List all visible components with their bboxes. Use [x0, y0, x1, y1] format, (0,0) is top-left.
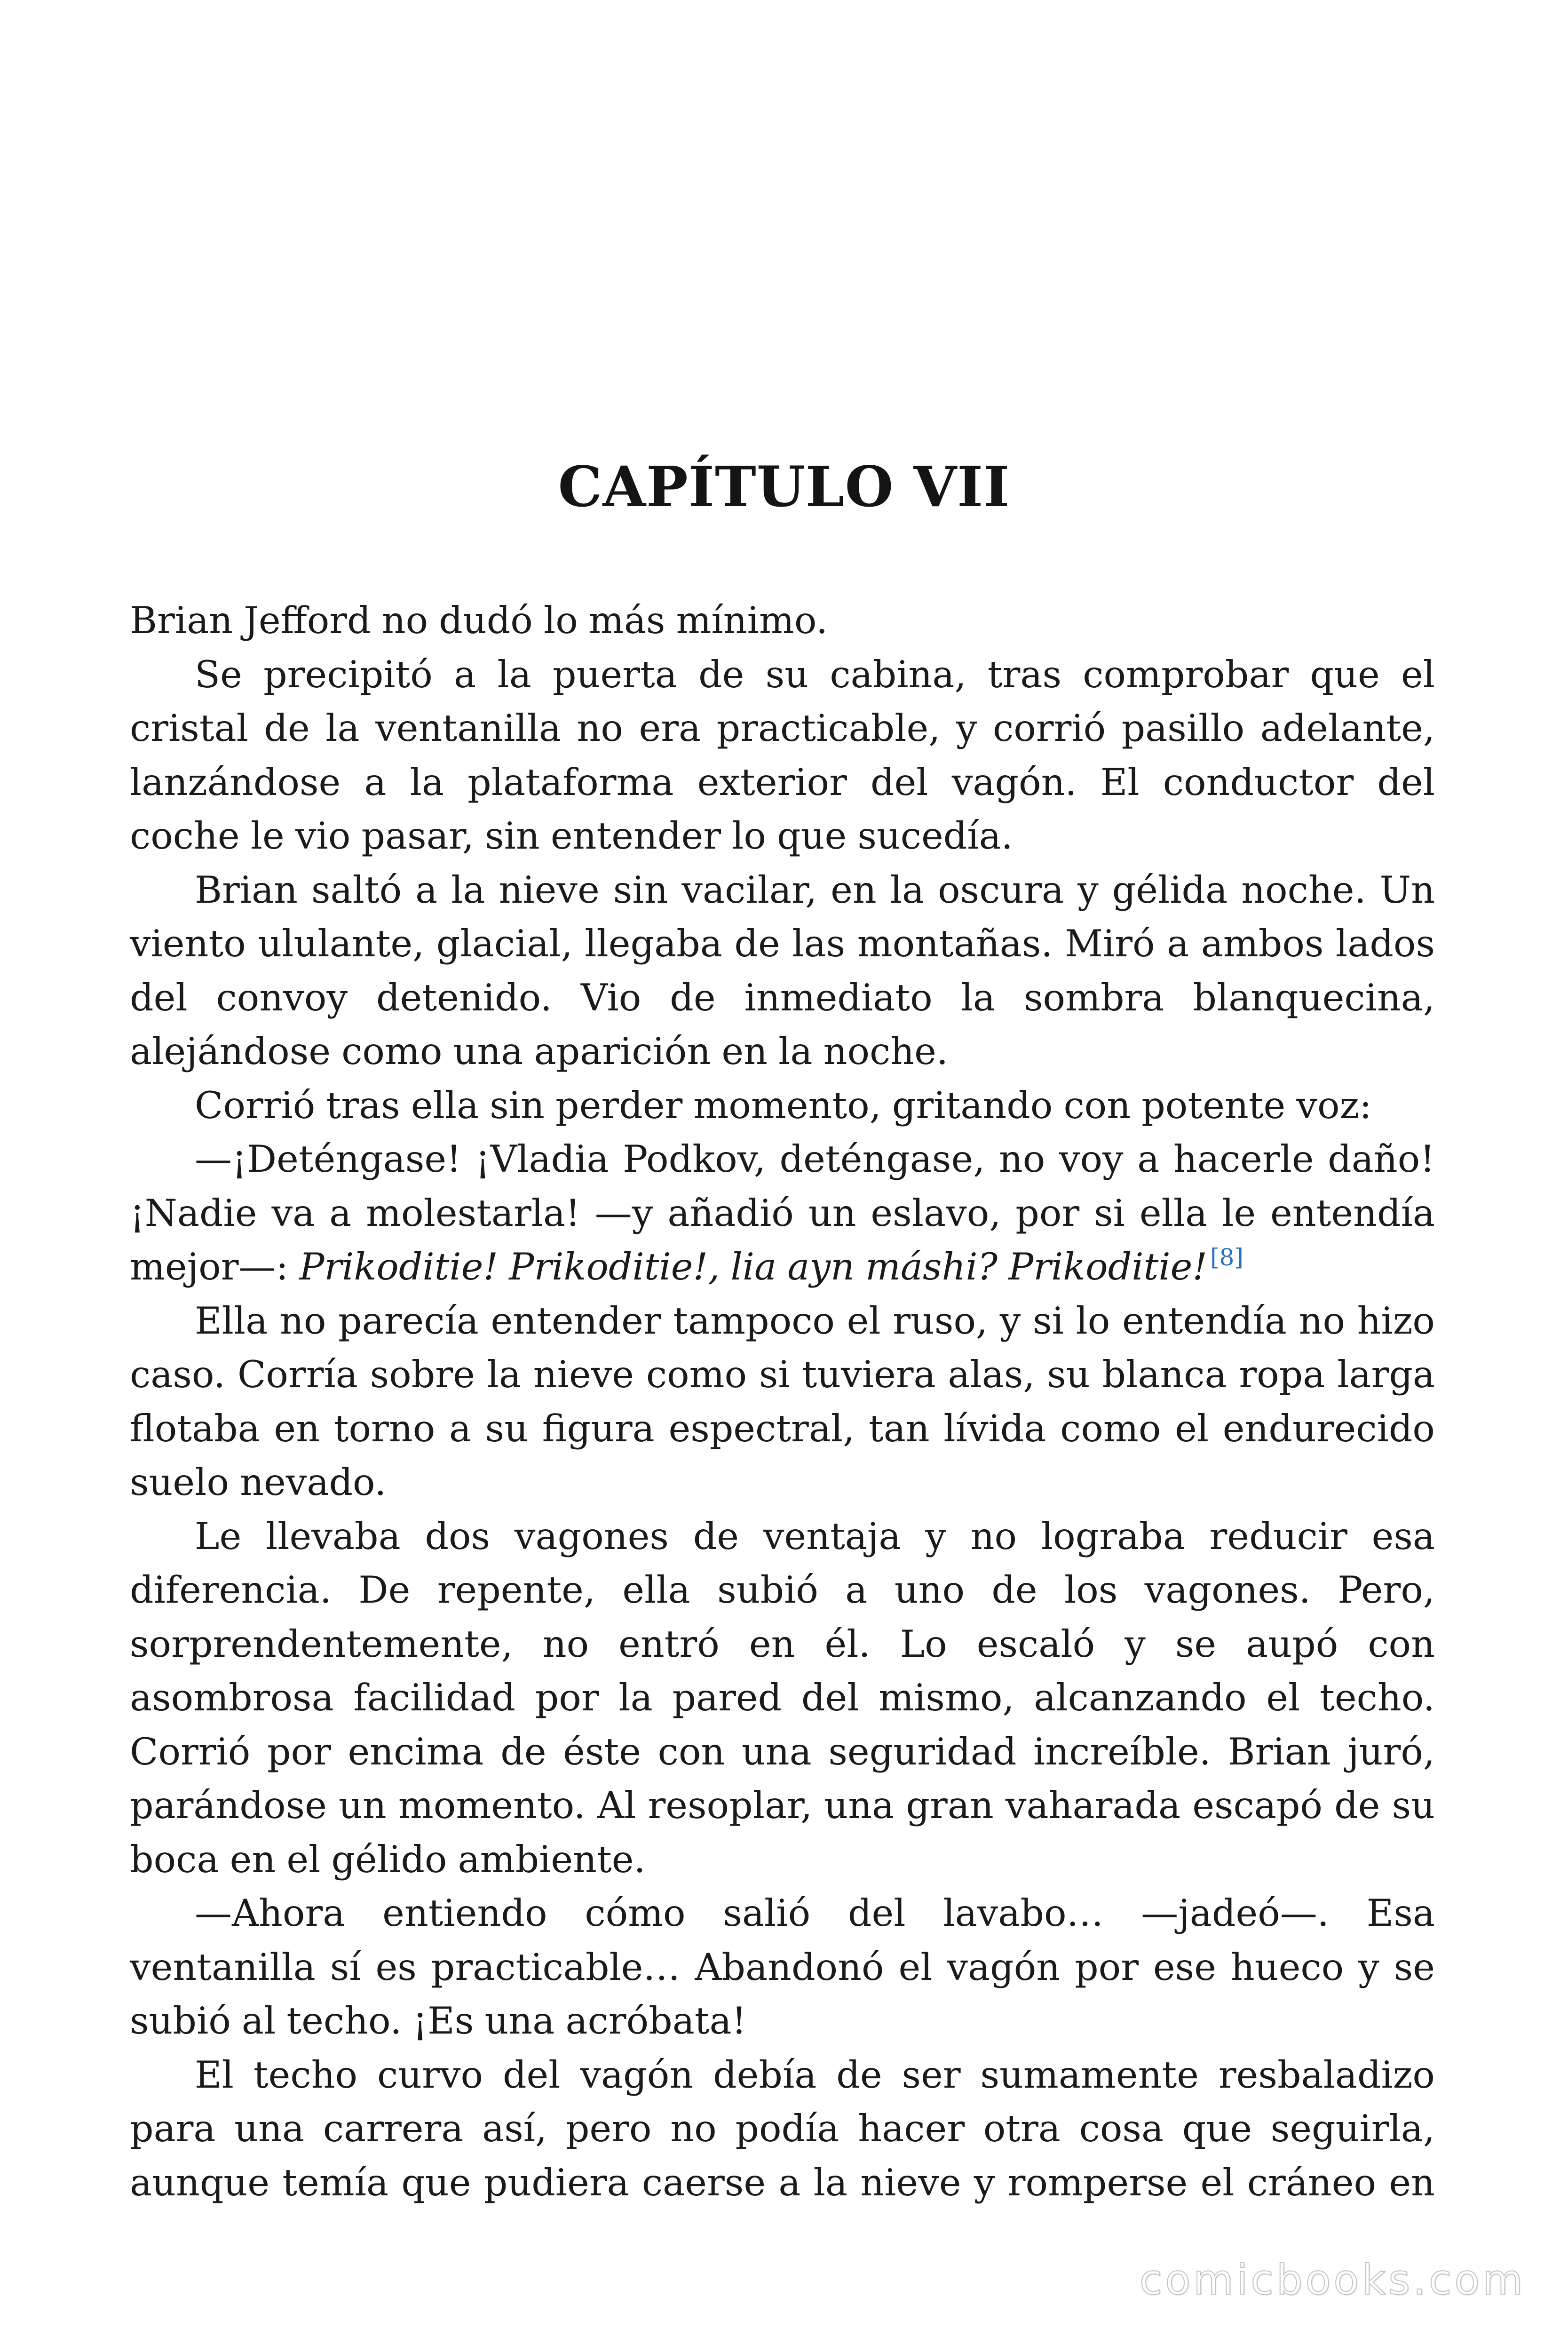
paragraph: Ella no parecía entender tampoco el ruso, y si lo entendía no hizo caso. Corría sobre la nieve como si tuviera alas, su blanca ropa larga flotaba en torno a su figura espectral, tan lívida como el endurecido suelo nevado.: [130, 1299, 1435, 1504]
paragraph-text: —¡Deténgase! ¡Vladia Podkov, deténgase, no voy a hacerle daño! ¡Nadie va a molestarla! —y añadió un eslavo, por si ella le entendía mejor—:: [130, 1137, 1435, 1288]
paragraph: Brian Jefford no dudó lo más mínimo.: [130, 599, 828, 642]
russian-phrase: Prikoditie! Prikoditie!, lia ayn máshi? Prikoditie!: [299, 1245, 1208, 1288]
chapter-body: [130, 594, 1435, 2209]
paragraph: —Ahora entiendo cómo salió del lavabo… —jadeó—. Esa ventanilla sí es practicable… Abandonó el vagón por ese hueco y se subió al techo. ¡Es una acróbata!: [130, 1891, 1435, 2042]
chapter-title: CAPÍTULO VII: [558, 454, 1010, 519]
watermark: comicbooks.com: [1139, 2256, 1526, 2304]
paragraph: Brian saltó a la nieve sin vacilar, en la oscura y gélida noche. Un viento ululante, glacial, llegaba de las montañas. Miró a ambos lados del convoy detenido. Vio de inmediato la sombra blanquecina, alejándose como una aparición en la noche.: [130, 868, 1435, 1073]
paragraph: El techo curvo del vagón debía de ser sumamente resbaladizo para una carrera así, pero no podía hacer otra cosa que seguirla, aunque temía que pudiera caerse a la nieve y romperse el cráneo en: [130, 2053, 1435, 2204]
paragraph: Se precipitó a la puerta de su cabina, tras comprobar que el cristal de la ventanilla no era practicable, y corrió pasillo adelante, lanzándose a la plataforma exterior del vagón. El conductor del coche le vio pasar, sin entender lo que sucedía.: [130, 652, 1435, 858]
footnote-link[interactable]: [8]: [1210, 1244, 1243, 1271]
paragraph: Le llevaba dos vagones de ventaja y no lograba reducir esa diferencia. De repente, ella subió a uno de los vagones. Pero, sorprendentemente, no entró en él. Lo escaló y se aupó con asombrosa facilidad por la pared del mismo, alcanzando el techo. Corrió por encima de éste con una seguridad increíble. Brian juró, parándose un momento. Al resoplar, una gran vaharada escapó de su boca en el gélido ambiente.: [130, 1514, 1435, 1881]
paragraph: Corrió tras ella sin perder momento, gritando con potente voz:: [195, 1083, 1372, 1127]
paragraph-dialogue: [130, 1132, 1435, 1294]
